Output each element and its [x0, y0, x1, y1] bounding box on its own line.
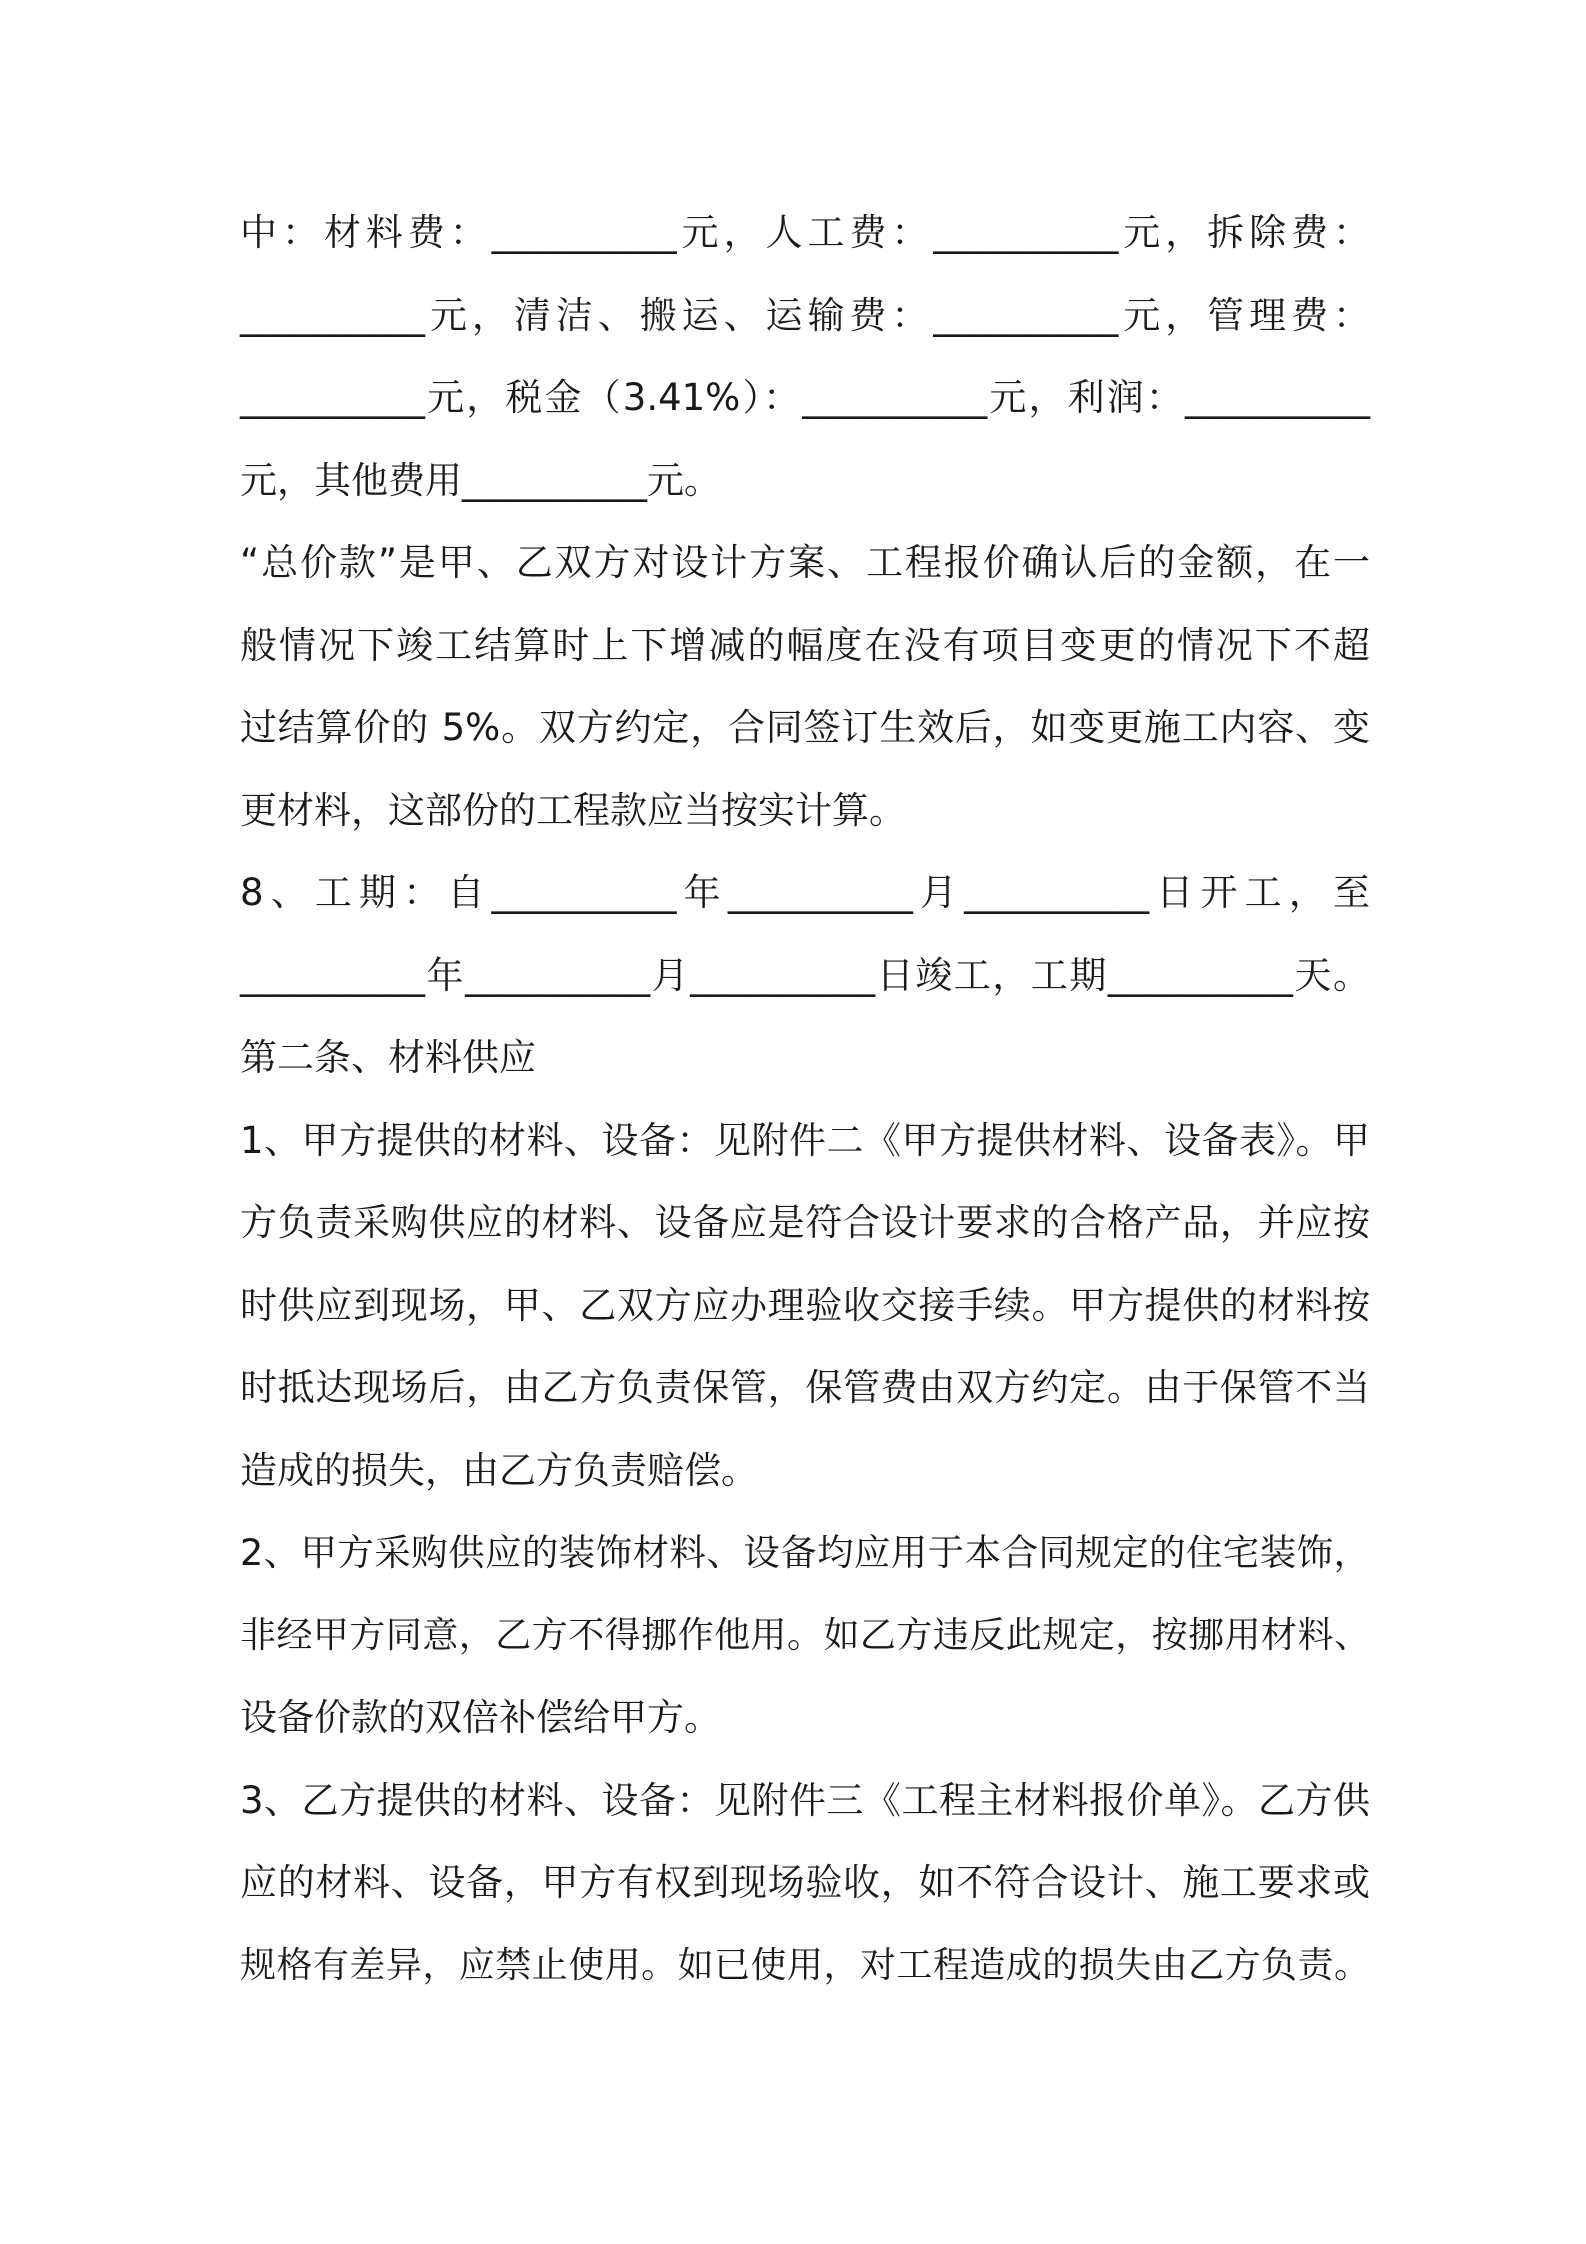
text-line: 1、甲方提供的材料、设备：见附件二《甲方提供材料、设备表》。甲: [240, 1118, 1370, 1162]
section-heading: 第二条、材料供应: [240, 1036, 536, 1079]
text-line: 过结算价的 5%。双方约定，合同签订生效后，如变更施工内容、变: [240, 706, 1370, 749]
text-line: 3、乙方提供的材料、设备：见附件三《工程主材料报价单》。乙方供: [240, 1778, 1370, 1822]
text-line: “总价款”是甲、乙双方对设计方案、工程报价确认后的金额，在一: [240, 541, 1370, 584]
text-line: 时抵达现场后，由乙方负责保管，保管费由双方约定。由于保管不当: [240, 1366, 1370, 1409]
text-line: 2、甲方采购供应的装饰材料、设备均应用于本合同规定的住宅装饰，: [240, 1531, 1370, 1574]
text-line: __________年__________月__________日竣工，工期__________天。: [240, 953, 1370, 997]
text-line: __________元，清洁、搬运、运输费：__________元，管理费：: [240, 293, 1370, 337]
text-line: 应的材料、设备，甲方有权到现场验收，如不符合设计、施工要求或: [240, 1861, 1370, 1904]
text-line: 时供应到现场，甲、乙双方应办理验收交接手续。甲方提供的材料按: [240, 1283, 1370, 1327]
text-line: __________元，税金（3.41%）：__________元，利润：__________: [240, 376, 1370, 419]
text-line: 方负责采购供应的材料、设备应是符合设计要求的合格产品，并应按: [240, 1201, 1370, 1244]
contract-body-text: [240, 192, 1370, 2007]
text-line: 元，其他费用__________元。: [240, 458, 721, 502]
text-line: 中：材料费：__________元，人工费：__________元，拆除费：: [240, 211, 1370, 254]
text-line: 设备价款的双倍补偿给甲方。: [240, 1696, 721, 1739]
text-line: 更材料，这部份的工程款应当按实计算。: [240, 788, 906, 832]
text-line: 规格有差异，应禁止使用。如已使用，对工程造成的损失由乙方负责。: [240, 1944, 1370, 1986]
text-line: 非经甲方同意，乙方不得挪作他用。如乙方违反此规定，按挪用材料、: [240, 1614, 1370, 1656]
text-line: 造成的损失，由乙方负责赔偿。: [240, 1448, 758, 1492]
text-line: 8、工期：自__________年__________月__________日开工，至: [240, 871, 1370, 914]
text-line: 般情况下竣工结算时上下增减的幅度在没有项目变更的情况下不超: [240, 623, 1370, 667]
